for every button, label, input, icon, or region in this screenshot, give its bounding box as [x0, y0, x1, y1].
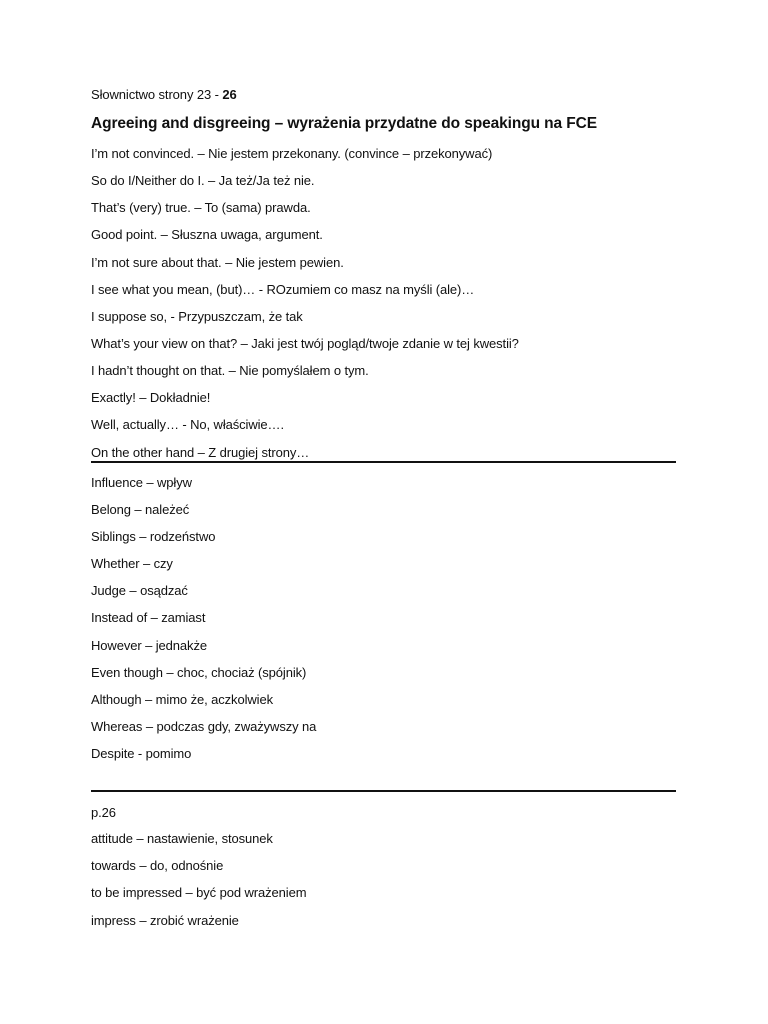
section-heading: Agreeing and disgreeing – wyrażenia przydatne do speakingu na FCE [91, 115, 597, 132]
vocab-line: Instead of – zamiast [91, 610, 206, 625]
vocab-line: attitude – nastawienie, stosunek [91, 831, 273, 846]
phrase-line: I’m not sure about that. – Nie jestem pewien. [91, 255, 344, 270]
section-divider [91, 790, 676, 792]
vocab-line: Judge – osądzać [91, 583, 188, 598]
vocab-line: Whether – czy [91, 556, 173, 571]
phrase-line: I suppose so, - Przypuszczam, że tak [91, 309, 303, 324]
page-range-end: 26 [222, 87, 237, 102]
vocab-line: Influence – wpływ [91, 475, 192, 490]
phrase-line: Exactly! – Dokładnie! [91, 390, 211, 405]
phrase-line: I see what you mean, (but)… - ROzumiem co masz na myśli (ale)… [91, 282, 475, 297]
vocab-line: Whereas – podczas gdy, zważywszy na [91, 719, 317, 734]
phrase-line: I hadn’t thought on that. – Nie pomyślałem o tym. [91, 363, 369, 378]
phrase-line: On the other hand – Z drugiej strony… [91, 445, 310, 460]
phrase-line: Well, actually… - No, właściwie…. [91, 417, 284, 432]
vocab-line: Siblings – rodzeństwo [91, 529, 216, 544]
section-divider [91, 461, 676, 463]
vocab-line: However – jednakże [91, 638, 207, 653]
vocab-line: Even though – choc, chociaż (spójnik) [91, 665, 307, 680]
vocab-line: Although – mimo że, aczkolwiek [91, 692, 273, 707]
phrase-line: What’s your view on that? – Jaki jest twój pogląd/twoje zdanie w tej kwestii? [91, 336, 519, 351]
page-range-title [91, 87, 237, 103]
phrase-line: Good point. – Słuszna uwaga, argument. [91, 227, 323, 242]
page-label: p.26 [91, 805, 116, 820]
phrase-line: That’s (very) true. – To (sama) prawda. [91, 200, 311, 215]
vocab-line: Despite - pomimo [91, 746, 192, 761]
vocab-line: impress – zrobić wrażenie [91, 913, 239, 928]
vocab-line: Belong – należeć [91, 502, 190, 517]
phrase-line: So do I/Neither do I. – Ja też/Ja też nie. [91, 173, 315, 188]
page-range-prefix: Słownictwo strony 23 - [91, 87, 223, 102]
phrase-line: I’m not convinced. – Nie jestem przekonany. (convince – przekonywać) [91, 146, 493, 161]
vocab-line: towards – do, odnośnie [91, 858, 224, 873]
vocab-line: to be impressed – być pod wrażeniem [91, 885, 307, 900]
